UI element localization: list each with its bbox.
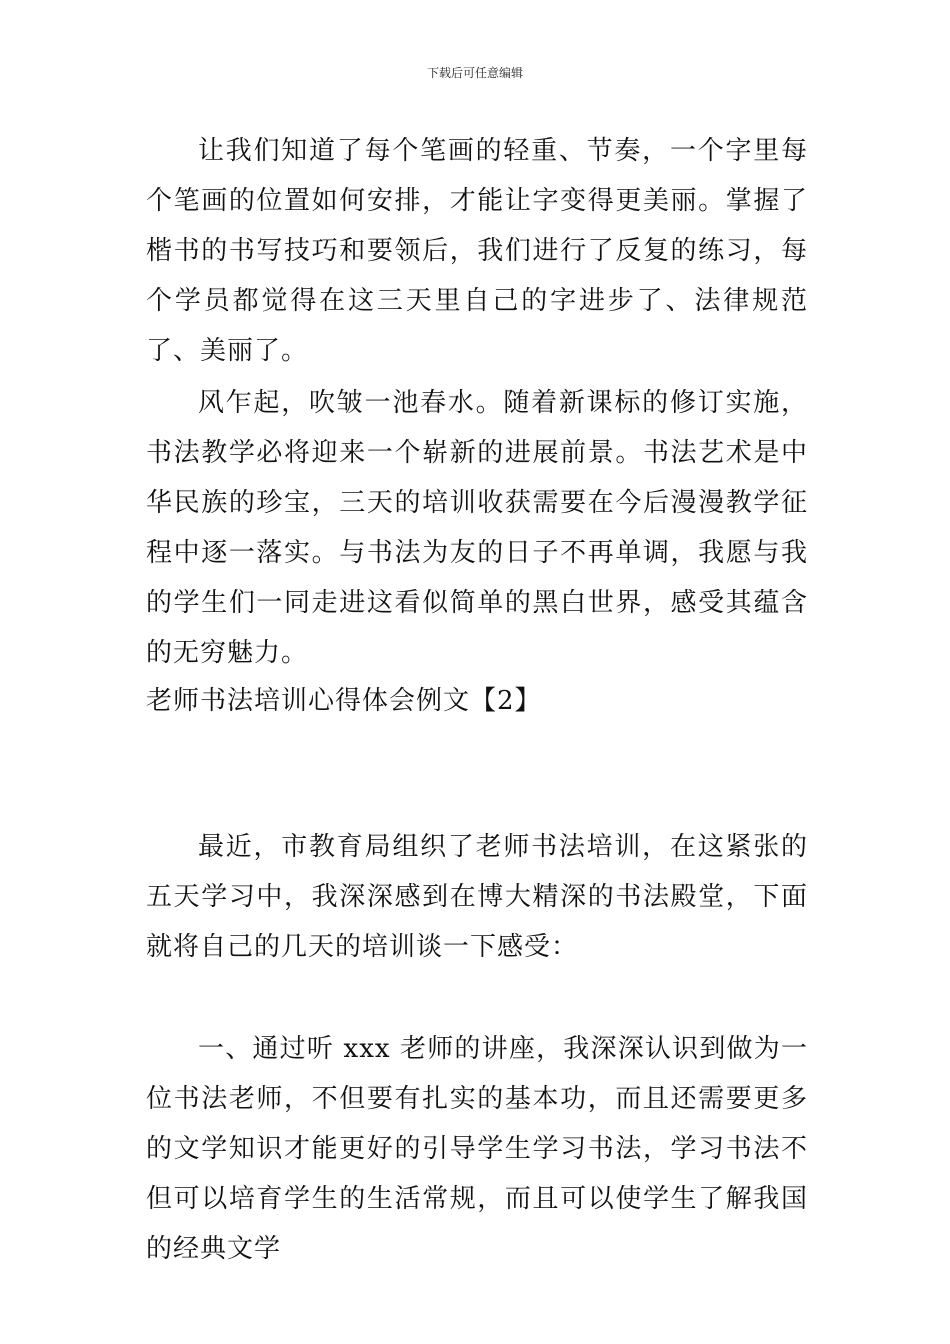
paragraph-4: 一、通过听 xxx 老师的讲座，我深深认识到做为一位书法老师，不但要有扎实的基本功，而且还需要更多的文学知识才能更好的引导学生学习书法，学习书法不但可以培育学生的生活常规，而且可以使学生了解我国的经典文学	[146, 1034, 808, 1264]
paragraph-1: 让我们知道了每个笔画的轻重、节奏，一个字里每个笔画的位置如何安排，才能让字变得更美丽。掌握了楷书的书写技巧和要领后，我们进行了反复的练习，每个学员都觉得在这三天里自己的字进步了、法律规范了、美丽了。	[146, 136, 808, 366]
page-header: 下载后可任意编辑	[426, 66, 523, 80]
section-heading: 老师书法培训心得体会例文【2】	[146, 686, 542, 716]
paragraph-2: 风乍起，吹皱一池春水。随着新课标的修订实施，书法教学必将迎来一个崭新的进展前景。书法艺术是中华民族的珍宝，三天的培训收获需要在今后漫漫教学征程中逐一落实。与书法为友的日子不再单调，我愿与我的学生们一同走进这看似简单的黑白世界，感受其蕴含的无穷魅力。	[146, 388, 808, 668]
paragraph-3: 最近，市教育局组织了老师书法培训，在这紧张的五天学习中，我深深感到在博大精深的书法殿堂，下面就将自己的几天的培训谈一下感受：	[146, 832, 808, 962]
